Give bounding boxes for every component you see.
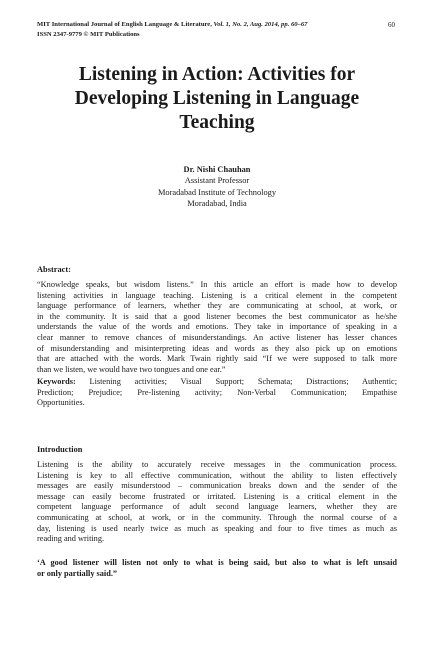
abstract-line: “Knowledge speaks, but wisdom listens.” In this article an effort is made how to develop	[37, 280, 397, 289]
intro-line: message can easily become frustrated or irritated. Listening is a critical element in the	[37, 491, 397, 501]
quote-line: or only partially said.”	[37, 568, 118, 578]
listener-quote	[37, 558, 397, 579]
title-line: Developing Listening in Language	[74, 88, 360, 109]
title-line: Teaching	[179, 112, 255, 133]
abstract-line: of misunderstanding and misinterpreting ideas and words as they also pick up on emotions	[37, 343, 397, 353]
intro-line: Listening is key to all effective communication, without the ability to listen effectively	[37, 470, 397, 480]
issn-line: ISSN 2347-9779 © MIT Publications	[37, 31, 140, 38]
intro-line: Listening is the ability to accurately receive messages in the communication process.	[37, 460, 397, 469]
abstract-heading: Abstract:	[37, 265, 71, 274]
title-line: Listening in Action: Activities for	[78, 64, 356, 85]
journal-name: MIT International Journal of English Language & Literature,	[37, 21, 212, 28]
author-position: Assistant Professor	[184, 176, 250, 186]
author-block	[37, 164, 397, 209]
abstract-body	[37, 280, 397, 375]
intro-line: messages are easily misunderstood – communication breaks down and the sender of the	[37, 481, 397, 491]
intro-line: reading and writing.	[37, 534, 105, 544]
abstract-line: listening activities in language teaching. Listening is a critical element in the competent	[37, 290, 397, 300]
journal-volume-info: Vol. 1, No. 2, Aug. 2014, pp. 60–67	[211, 21, 308, 28]
intro-line: competent language performance of adult second language learners, whether they are	[37, 502, 397, 512]
intro-line: day, listening is used nearly twice as much as speaking and four to five times as much as	[37, 523, 397, 533]
paper-title	[37, 63, 397, 135]
introduction-body	[37, 460, 397, 545]
abstract-line: in the community. It is said that a good listener becomes the best communicator as he/she	[37, 311, 397, 321]
page-number: 60	[388, 21, 395, 29]
keywords-line	[37, 377, 397, 388]
keywords-label: Keywords:	[37, 377, 76, 386]
abstract-line: that are attached with the words. Mark Twain rightly said “If we were supposed to talk more	[37, 354, 397, 364]
keywords-line: Prediction; Prejudice; Pre-listening activity; Non-Verbal Communication; Empathise	[37, 387, 397, 397]
abstract-line: understands the value of the words and emotions. They take in importance of speaking in a	[37, 322, 397, 332]
keywords-line: Opportunities.	[37, 398, 85, 408]
intro-line: communicating at school, at work, or in the community. Through the normal course of a	[37, 512, 397, 522]
keywords-text: Listening activities; Visual Support; Schemata; Distractions; Authentic;	[75, 377, 397, 386]
introduction-heading: Introduction	[37, 445, 83, 454]
abstract-line: language performance of learners, whether they are communicating at school, at work, or	[37, 301, 397, 311]
quote-line: ‘A good listener will listen not only to what is being said, but also to what is left unsaid	[37, 558, 397, 567]
journal-citation	[37, 21, 387, 28]
author-institute: Moradabad Institute of Technology	[157, 187, 277, 197]
author-name: Dr. Nishi Chauhan	[183, 165, 251, 174]
author-location: Moradabad, India	[187, 198, 247, 208]
keywords-block	[37, 377, 397, 409]
abstract-line: than we listen, we would have two tongues and one ear.”	[37, 364, 226, 374]
abstract-line: clear manner to remove chances of misunderstandings. An active listener has lesser chances	[37, 332, 397, 342]
